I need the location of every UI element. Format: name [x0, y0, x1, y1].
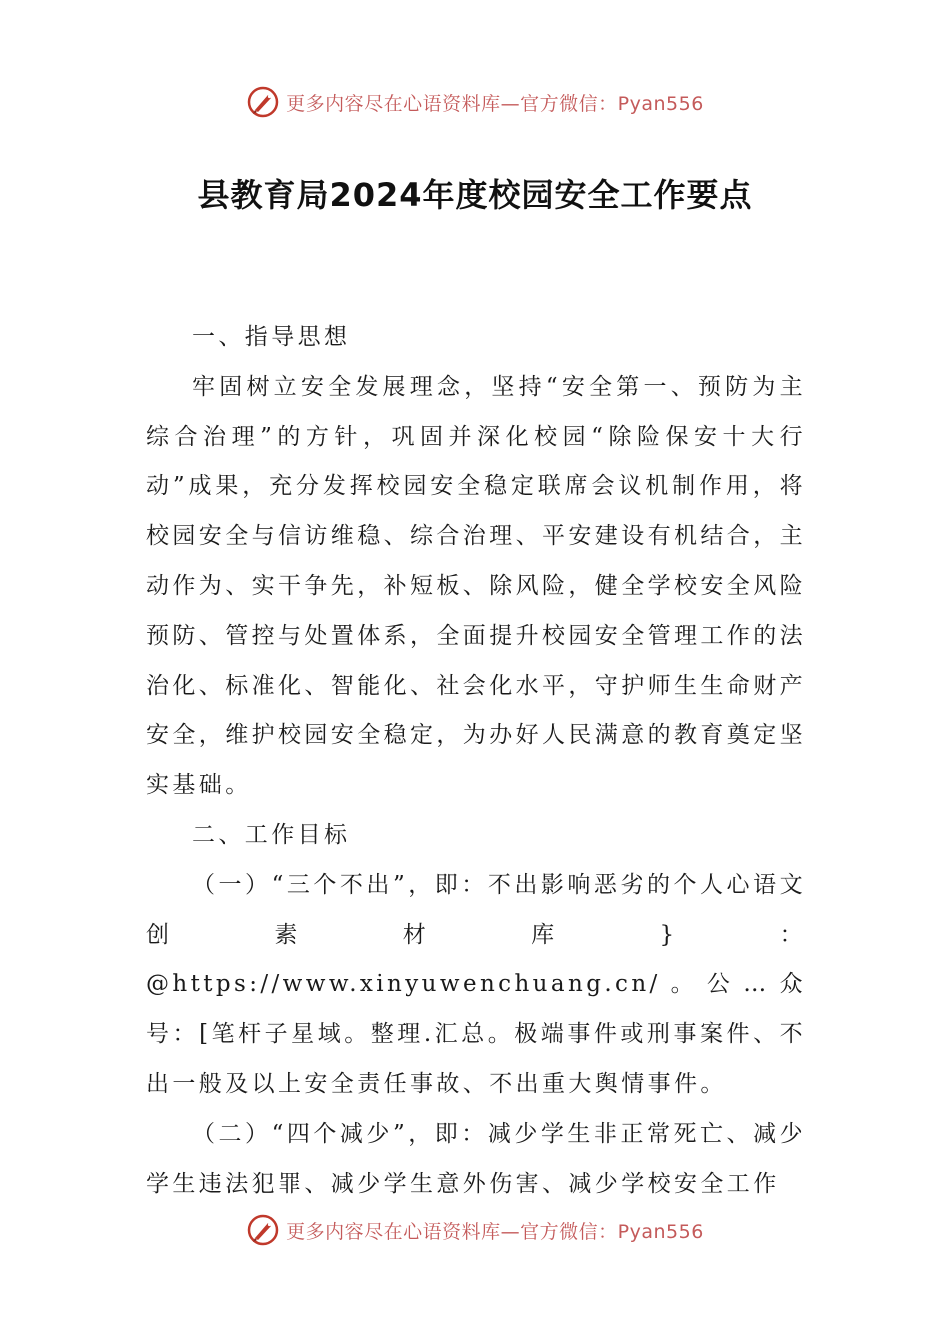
section-heading-guiding-ideology: 一、指导思想 [192, 324, 351, 350]
paragraph-four-reductions: （二）“四个减少”，即：减少学生非正常死亡、减少学生违法犯罪、减少学生意外伤害、减少学校安全工作 [146, 1120, 806, 1197]
document-title: 县教育局2024年度校园安全工作要点 [197, 176, 753, 214]
pen-nib-logo-icon [246, 1213, 280, 1247]
watermark-text: 更多内容尽在心语资料库—官方微信：Pyan556 [286, 1220, 704, 1243]
watermark-text: 更多内容尽在心语资料库—官方微信：Pyan556 [286, 92, 704, 115]
pen-nib-logo-icon [246, 85, 280, 119]
header-watermark [0, 84, 950, 120]
paragraph-guiding-ideology: 牢固树立安全发展理念，坚持“安全第一、预防为主综合治理”的方针，巩固并深化校园“除险保安十大行动”成果，充分发挥校园安全稳定联席会议机制作用，将校园安全与信访维稳、综合治理、平安建设有机结合，主动作为、实干争先，补短板、除风险，健全学校安全风险预防、管控与处置体系，全面提升校园安全管理工作的法治化、标准化、智能化、社会化水平，守护师生生命财产安全，维护校园安全稳定，为办好人民满意的教育奠定坚实基础。 [146, 373, 806, 799]
section-heading-work-goals: 二、工作目标 [192, 821, 351, 848]
footer-watermark [0, 1212, 950, 1248]
document-body [146, 313, 806, 1209]
paragraph-three-nots: （一）“三个不出”，即：不出影响恶劣的个人心语文创素材库}：@https://www.xinyuwenchuang.cn/。公…众号：[笔杆子星域。整理.汇总。极端事件或刑事案件、不出一般及以上安全责任事故、不出重大舆情事件。 [146, 871, 806, 1097]
